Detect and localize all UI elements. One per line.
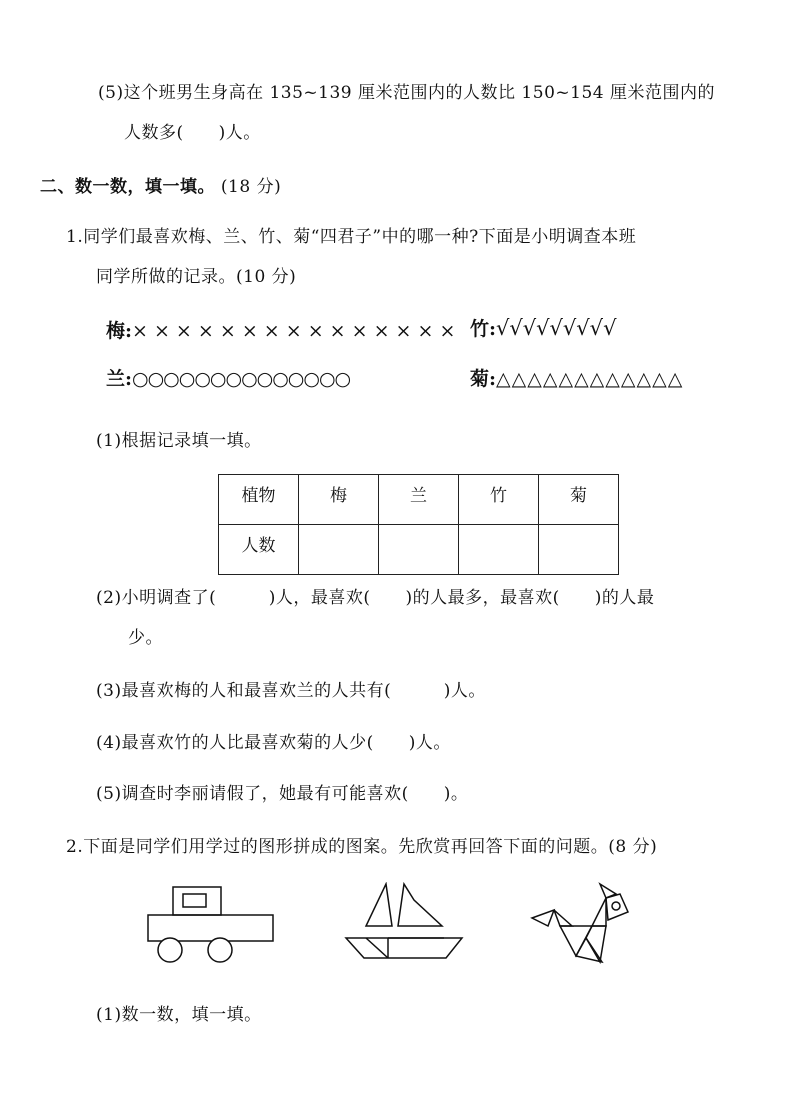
record-mei-marks: × × × × × × × × × × × × × × × — [132, 320, 456, 342]
record-lan-marks: ○○○○○○○○○○○○○○ — [132, 368, 351, 390]
q1-sub1: (1)根据记录填一填。 — [96, 431, 262, 451]
answer-cell-mei[interactable] — [299, 525, 379, 575]
record-zhu — [470, 314, 616, 341]
table-header-cell: 兰 — [379, 475, 459, 525]
section2-score: (18 分) — [220, 177, 282, 197]
table-row-label: 人数 — [219, 525, 299, 575]
table-header-cell: 梅 — [299, 475, 379, 525]
record-zhu-marks: √√√√√√√√√ — [496, 316, 617, 340]
q1-sub5: (5)调查时李丽请假了，她最有可能喜欢( )。 — [96, 784, 469, 804]
record-ju-marks: △△△△△△△△△△△△ — [496, 368, 684, 390]
q1-line2: 同学所做的记录。(10 分) — [96, 267, 297, 287]
q1-sub2-line1: (2)小明调查了( )人，最喜欢( )的人最多，最喜欢( )的人最 — [96, 588, 655, 608]
answer-cell-ju[interactable] — [539, 525, 619, 575]
q1-sub3: (3)最喜欢梅的人和最喜欢兰的人共有( )人。 — [96, 681, 486, 701]
record-mei — [106, 316, 455, 343]
record-mei-label: 梅: — [106, 320, 133, 342]
record-lan-label: 兰: — [106, 368, 133, 390]
table-header-row — [219, 475, 619, 525]
table-count-row — [219, 525, 619, 575]
q1-line1: 1.同学们最喜欢梅、兰、竹、菊“四君子”中的哪一种?下面是小明调查本班 — [66, 227, 637, 247]
q2-line1: 2.下面是同学们用学过的图形拼成的图案。先欣赏再回答下面的问题。(8 分) — [66, 837, 658, 857]
record-ju-label: 菊: — [470, 368, 497, 390]
section2-title: 二、数一数，填一填。 — [40, 177, 215, 197]
table-header-cell: 植物 — [219, 475, 299, 525]
q2-sub1: (1)数一数，填一填。 — [96, 1005, 262, 1025]
dog-figure — [530, 880, 636, 970]
q1-sub2-line2: 少。 — [128, 628, 163, 648]
table-header-cell: 竹 — [459, 475, 539, 525]
car-figure — [146, 880, 276, 970]
record-lan — [106, 364, 350, 391]
record-table — [218, 474, 619, 575]
q5-line2: 人数多( )人。 — [124, 123, 261, 143]
q5-line1: (5)这个班男生身高在 135~139 厘米范围内的人数比 150~154 厘米范围内的 — [98, 83, 715, 103]
table-header-cell: 菊 — [539, 475, 619, 525]
sailboat-figure — [342, 882, 466, 968]
answer-cell-zhu[interactable] — [459, 525, 539, 575]
answer-cell-lan[interactable] — [379, 525, 459, 575]
section2-heading — [40, 172, 281, 197]
record-zhu-label: 竹: — [470, 318, 497, 340]
record-ju — [470, 364, 683, 391]
q1-sub4: (4)最喜欢竹的人比最喜欢菊的人少( )人。 — [96, 733, 451, 753]
